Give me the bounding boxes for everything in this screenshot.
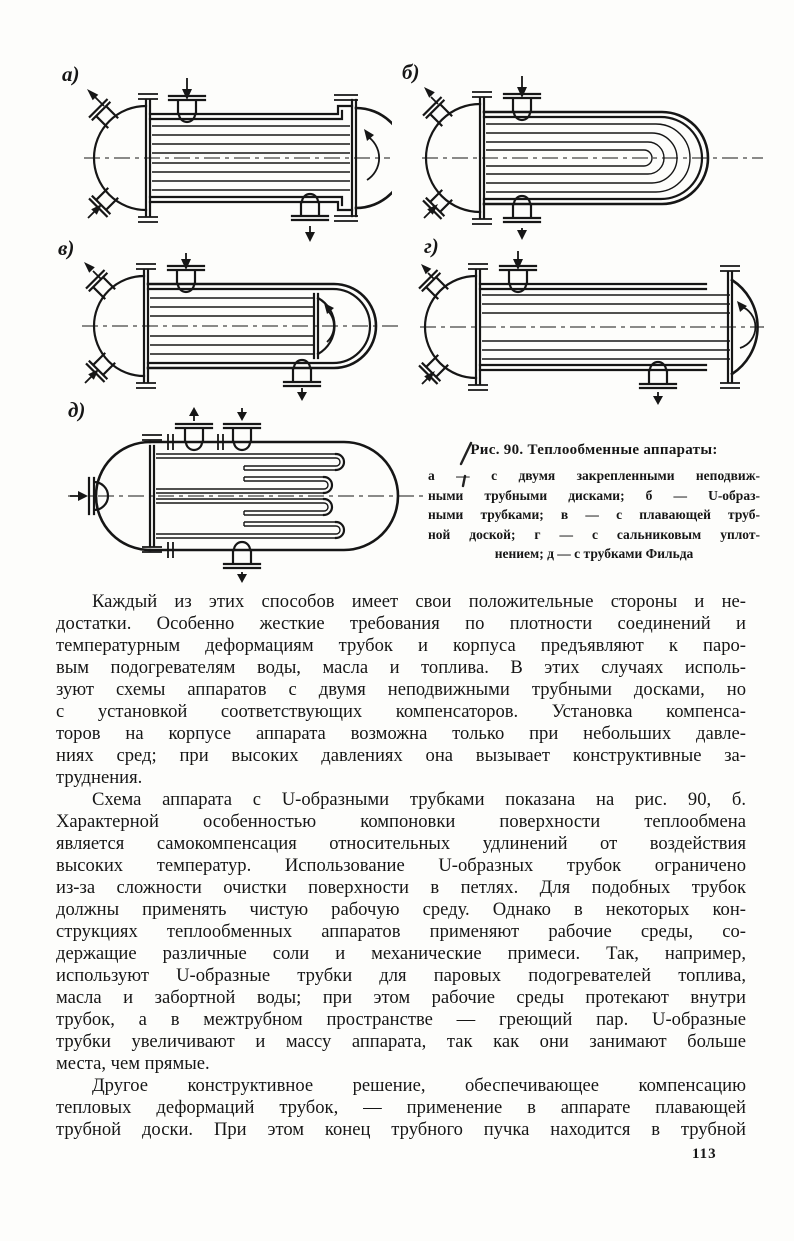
text-line: трубок, а в межтрубном пространстве — греющий пар. U-образные — [56, 1009, 746, 1030]
text-line: Каждый из этих способов имеет свои положительные стороны и не- — [92, 591, 746, 612]
text-line: места, чем прямые. — [56, 1053, 210, 1074]
text-line: высоких температур. Использование U-образных трубок ограничено — [56, 855, 746, 876]
figure-caption-title: Рис. 90. Теплообменные аппараты: — [470, 442, 718, 458]
figure-label-d: д) — [68, 398, 86, 422]
page-number: 113 — [692, 1146, 717, 1162]
text-line: вым подогревателям воды, масла и топлива. В этих случаях исполь- — [56, 657, 746, 678]
diagram-v-floating-tubesheet — [80, 250, 402, 402]
text-line: из-за сложности очистки поверхности в петлях. Для подобных трубок — [56, 877, 746, 898]
text-line: торов на корпусе аппарата возможна только при небольших давле- — [56, 723, 746, 744]
body-text — [56, 591, 746, 1141]
text-line: Схема аппарата с U-образными трубками показана на рис. 90, б. — [92, 789, 746, 810]
figure-label-v: в) — [58, 236, 75, 260]
figure-label-b: б) — [402, 60, 420, 84]
diagram-b-u-tubes — [420, 74, 765, 242]
figure-caption-line: а — с двумя закрепленными неподвиж- — [428, 468, 760, 483]
text-line: трубки увеличивают и массу аппарата, так как они занимают больше — [56, 1031, 746, 1052]
figure-caption-line: ными трубными дисками; б — U-образ- — [428, 487, 760, 503]
text-line: масла и забортной воды; при этом рабочие среды протекают внутри — [56, 987, 746, 1008]
diagram-a-fixed-tubesheets — [82, 74, 392, 244]
text-line: трубной доски. При этом конец трубного пучка находится в трубной — [56, 1119, 746, 1140]
figure-caption — [428, 442, 760, 564]
figure-label-a: а) — [62, 62, 80, 86]
diagram-g-stuffing-box — [418, 248, 766, 406]
text-line: Характерной особенностью компоновки поверхности теплообмена — [56, 811, 746, 832]
text-line: температурным деформациям трубок и корпуса предъявляют к паро- — [56, 635, 746, 656]
text-line: держащие различные соли и механические примеси. Так, например, — [56, 943, 746, 964]
text-line: тепловых деформаций трубок, — применение в аппарате плавающей — [56, 1097, 746, 1118]
figure-caption-line: ными трубками; в — с плавающей труб- — [428, 507, 760, 522]
text-line: с установкой соответствующих компенсаторов. Установка компенса- — [56, 701, 746, 722]
text-line: Другое конструктивное решение, обеспечивающее компенсацию — [92, 1075, 746, 1096]
text-line: достатки. Особенно жесткие требования по плотности соединений и — [56, 613, 746, 634]
text-line: должны применять чистую рабочую среду. Однако в некоторых кон- — [56, 899, 746, 920]
figure-caption-line: ной доской; г — с сальниковым уплот- — [428, 526, 760, 542]
text-line: используют U-образные трубки для паровых подогревателей топлива, — [56, 965, 746, 986]
text-line: является самокомпенсация относительных удлинений от воздействия — [56, 833, 746, 854]
text-line: труднения. — [56, 767, 143, 788]
figure-label-g: г) — [424, 234, 439, 258]
diagram-d-field-tubes — [66, 406, 426, 584]
figure-caption-line: нением; д — с трубками Фильда — [494, 546, 694, 561]
text-line: ниях сред; при высоких давлениях она вызывает конструктивные за- — [56, 745, 746, 766]
text-line: зуют схемы аппаратов с двумя неподвижными трубными досками, но — [56, 679, 746, 700]
text-line: струкциях теплообменных аппаратов применяют рабочие среды, со- — [56, 921, 746, 942]
